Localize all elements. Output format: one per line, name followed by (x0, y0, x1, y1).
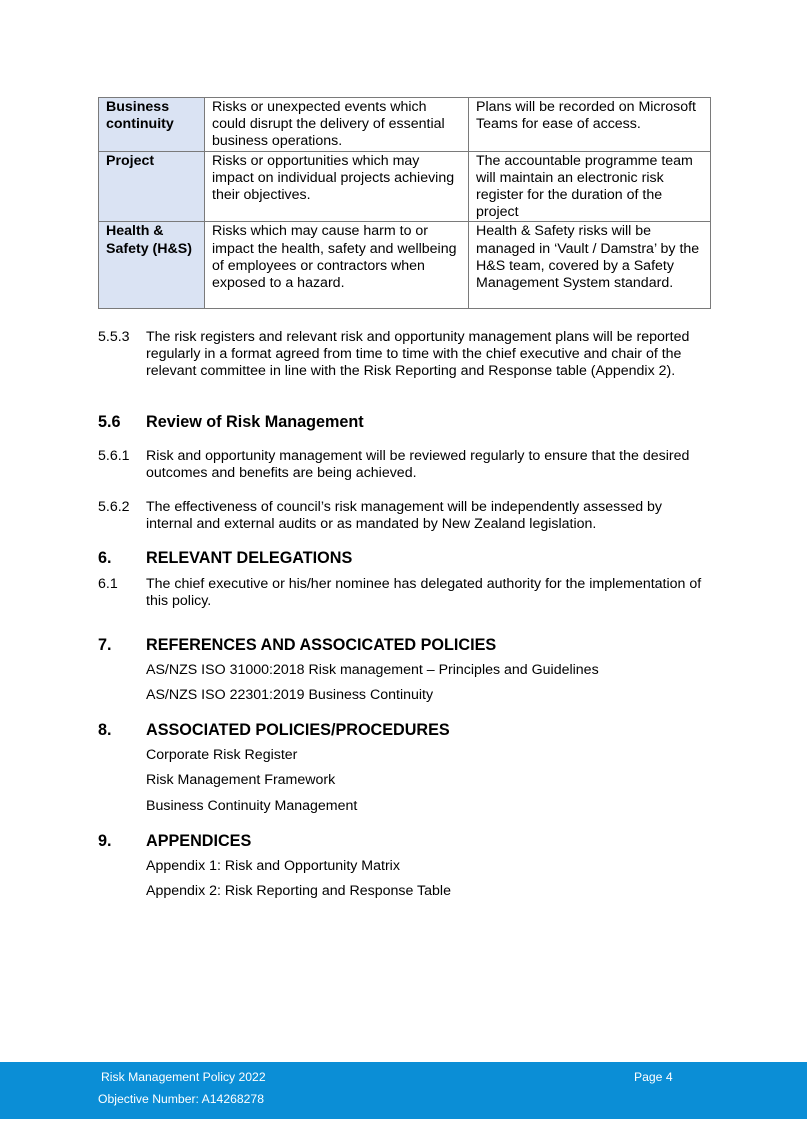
clause-number: 5.6.2 (98, 499, 130, 515)
clause-text: The effectiveness of council’s risk management will be independently assessed by internal and external audits or as mandated by New Zealand legislation. (146, 499, 663, 533)
procedure-item: Risk Management Framework (146, 772, 336, 788)
risk-management-cell: The accountable programme team will maintain an electronic risk register for the duration of the project (469, 151, 711, 222)
procedure-item: Corporate Risk Register (146, 747, 298, 763)
footer-document-title: Risk Management Policy 2022 (101, 1070, 266, 1084)
clause-text: The risk registers and relevant risk and opportunity management plans will be reported regularly in a format agreed from time to time with the chief executive and chair of the relevant committee in line with the Risk Reporting and Response table (Appendix 2). (146, 329, 690, 380)
clause-text: Risk and opportunity management will be reviewed regularly to ensure that the desired outcomes and benefits are being achieved. (146, 448, 690, 482)
appendix-item: Appendix 2: Risk Reporting and Response Table (146, 883, 451, 899)
appendix-item: Appendix 1: Risk and Opportunity Matrix (146, 858, 400, 874)
table-row (99, 222, 711, 309)
heading-title: Review of Risk Management (146, 413, 364, 431)
table-row (99, 98, 711, 152)
risk-register-table (98, 97, 711, 309)
clause-number: 5.5.3 (98, 329, 130, 345)
heading-number: 9. (98, 832, 112, 850)
heading-number: 7. (98, 636, 112, 654)
heading-number: 8. (98, 721, 112, 739)
heading-number: 5.6 (98, 413, 121, 431)
risk-management-cell: Plans will be recorded on Microsoft Teams for ease of access. (469, 98, 711, 152)
clause-text: The chief executive or his/her nominee has delegated authority for the implementation of this policy. (146, 576, 702, 610)
risk-category-cell: Project (99, 151, 205, 222)
table-row (99, 151, 711, 222)
page-footer (0, 1062, 807, 1119)
risk-description-cell: Risks or opportunities which may impact on individual projects achieving their objectives. (205, 151, 469, 222)
heading-title: APPENDICES (146, 832, 252, 850)
heading-title: REFERENCES AND ASSOCICATED POLICIES (146, 636, 497, 654)
heading-title: RELEVANT DELEGATIONS (146, 549, 353, 567)
risk-description-cell: Risks which may cause harm to or impact the health, safety and wellbeing of employees or contractors when exposed to a hazard. (205, 222, 469, 309)
reference-item: AS/NZS ISO 31000:2018 Risk management – Principles and Guidelines (146, 662, 599, 678)
risk-description-cell: Risks or unexpected events which could disrupt the delivery of essential business operations. (205, 98, 469, 152)
clause-number: 6.1 (98, 576, 118, 592)
heading-title: ASSOCIATED POLICIES/PROCEDURES (146, 721, 450, 739)
clause-number: 5.6.1 (98, 448, 130, 464)
risk-category-cell: Health & Safety (H&S) (99, 222, 205, 309)
risk-category-cell: Business continuity (99, 98, 205, 152)
procedure-item: Business Continuity Management (146, 798, 358, 814)
footer-page-number: Page 4 (634, 1070, 673, 1084)
heading-number: 6. (98, 549, 112, 567)
footer-objective-number: Objective Number: A14268278 (98, 1092, 264, 1106)
reference-item: AS/NZS ISO 22301:2019 Business Continuity (146, 687, 434, 703)
risk-management-cell: Health & Safety risks will be managed in ‘Vault / Damstra’ by the H&S team, covered by a Safety Management System standard. (469, 222, 711, 309)
